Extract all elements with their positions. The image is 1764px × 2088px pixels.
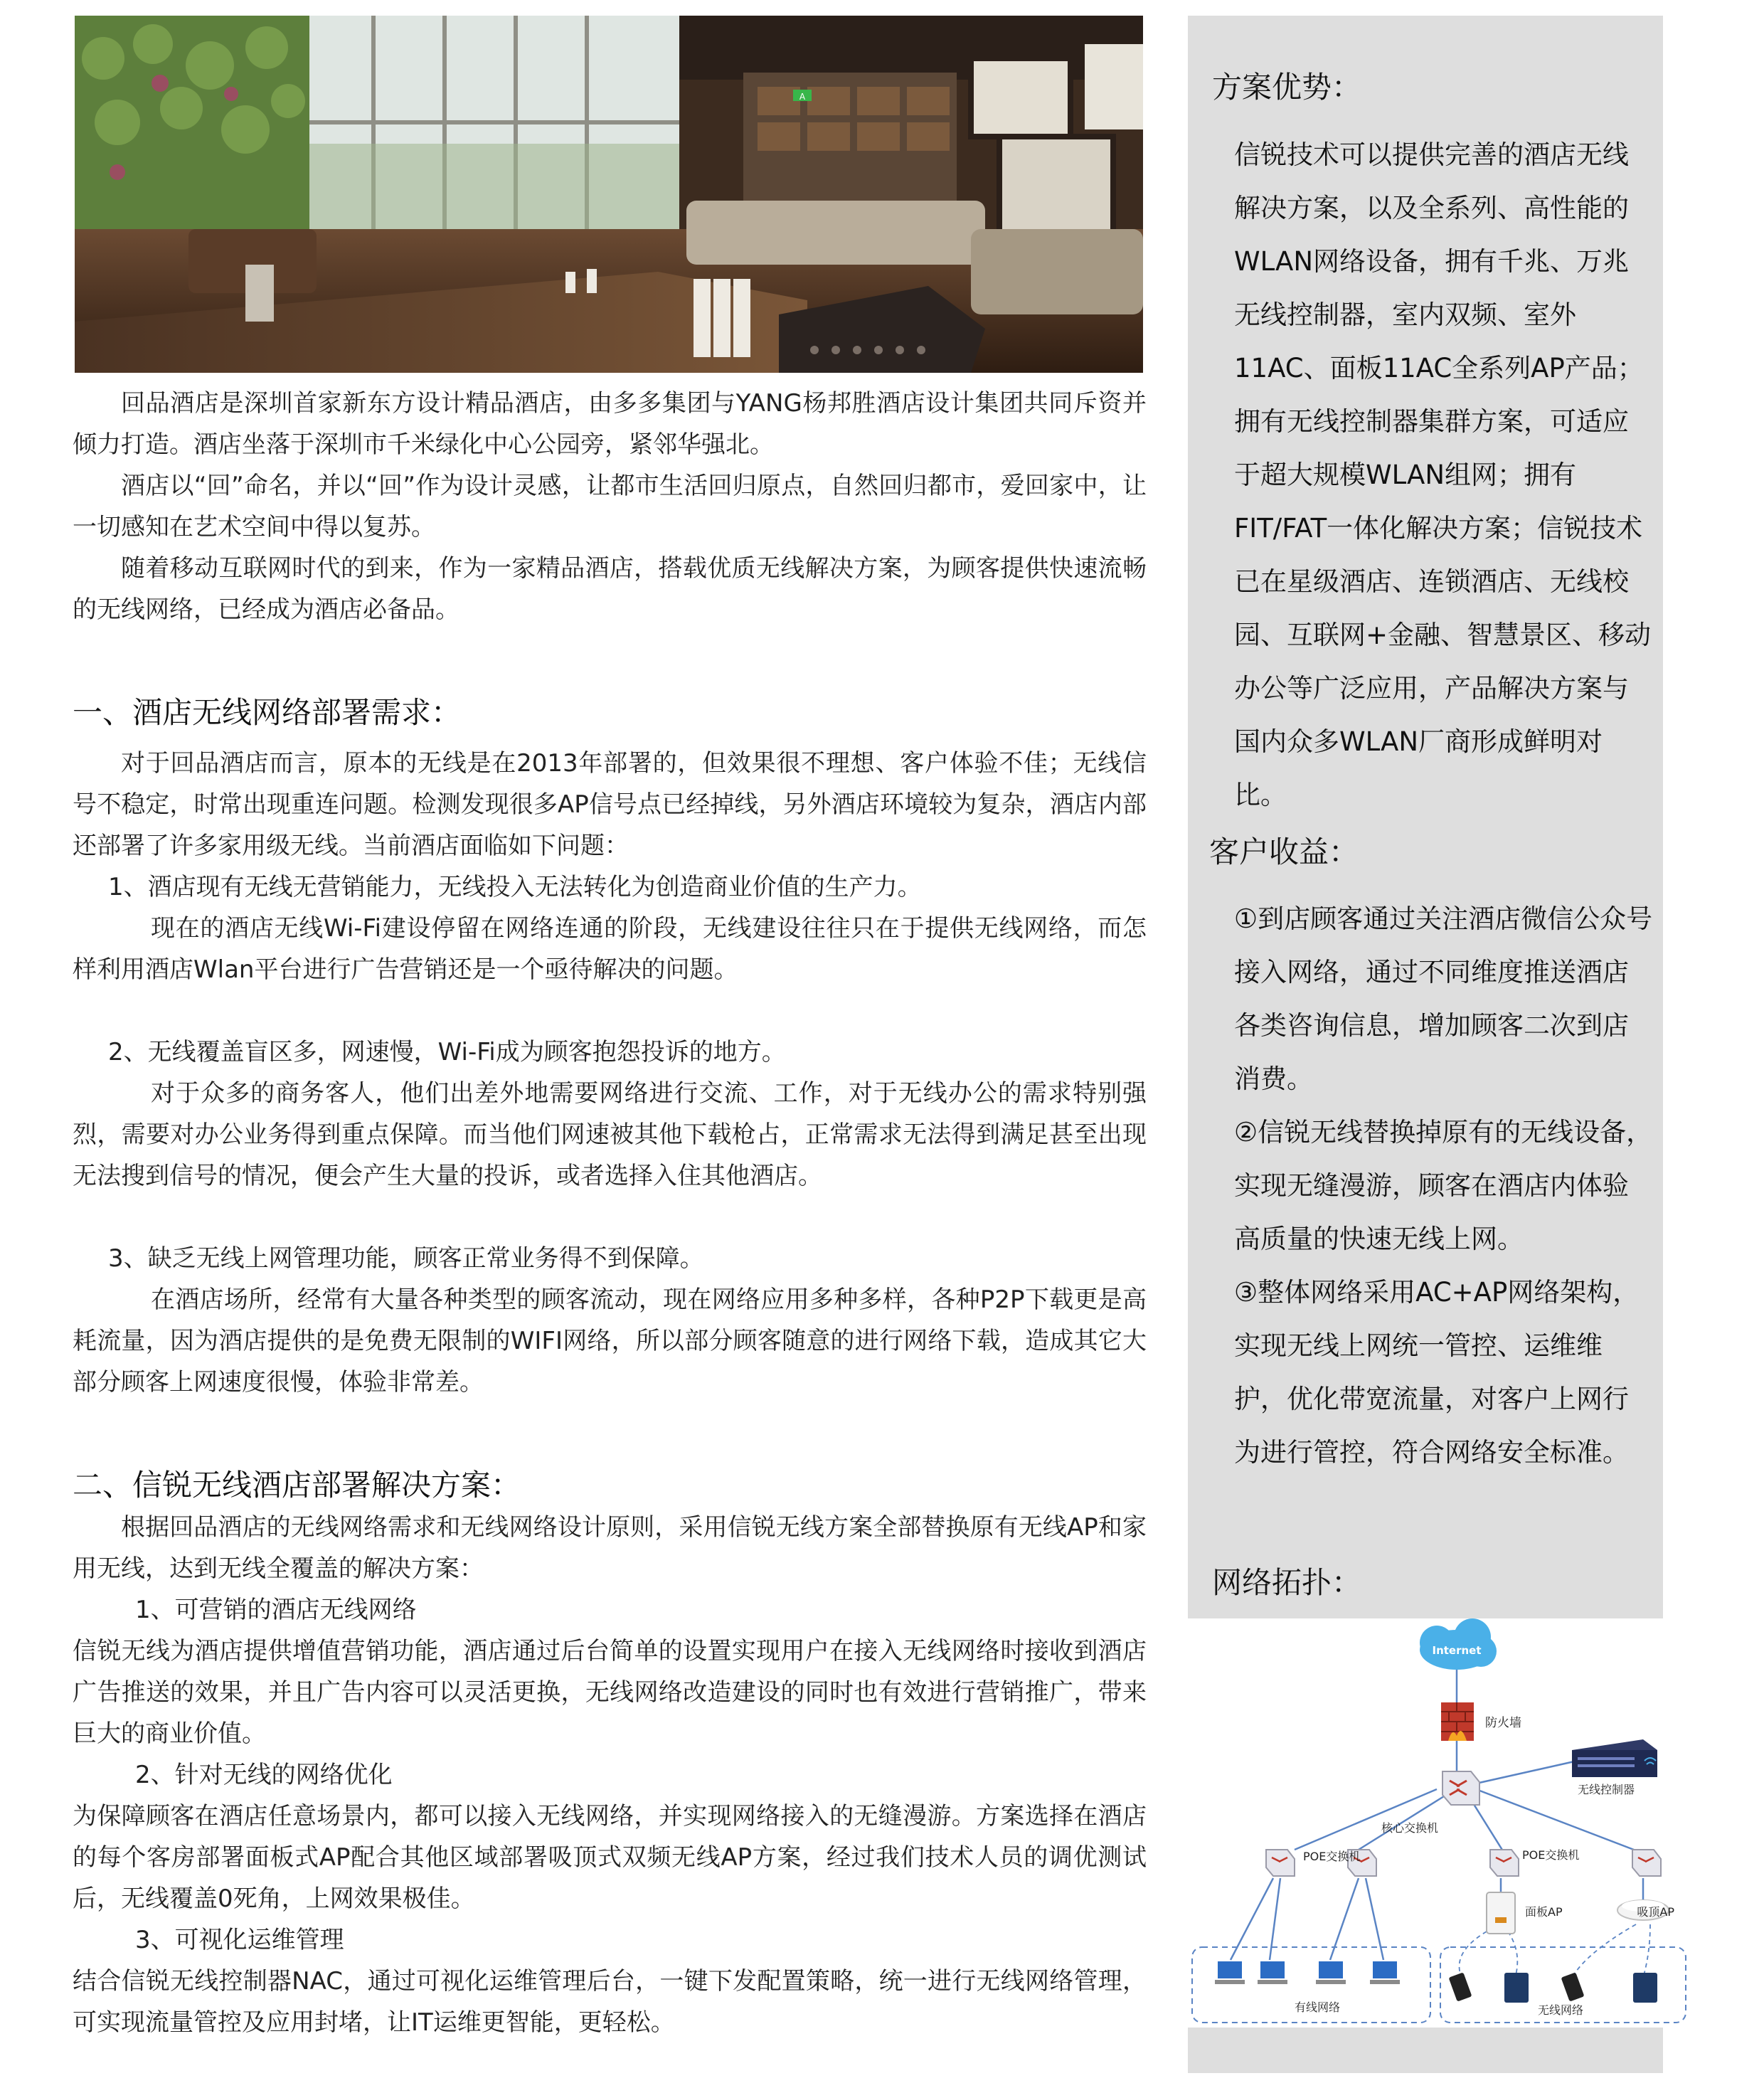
panel-ap-label: 面板AP — [1525, 1905, 1563, 1919]
poe-switch-right2-icon — [1632, 1850, 1661, 1876]
exit-sign-text: A — [799, 92, 806, 102]
benefit-item-2: ②信锐无线替换掉原有的无线设备，实现无缝漫游，顾客在酒店内体验高质量的快速无线上网。 — [1234, 1117, 1653, 1254]
section1-item2-body: 对于众多的商务客人，他们出差外地需要网络进行交流、工作，对于无线办公的需求特别强烈，需要对办公业务得到重点保障。而当他们网速被其他下载枪占，正常需求无法得到满足甚至出现无法搜到信号的情况，便会产生大量的投诉，或者选择入住其他酒店。 — [73, 1079, 1147, 1190]
section1-title: 一、酒店无线网络部署需求： — [73, 695, 462, 730]
advantage-title: 方案优势： — [1212, 70, 1362, 105]
wired-network-label: 有线网络 — [1295, 2000, 1341, 2014]
section2-item1-title: 1、可营销的酒店无线网络 — [135, 1596, 417, 1624]
firewall-icon — [1441, 1702, 1474, 1741]
wireless-controller-icon — [1572, 1739, 1657, 1777]
intro-paragraph-3: 随着移动互联网时代的到来，作为一家精品酒店，搭载优质无线解决方案，为顾客提供快速流畅的无线网络，已经成为酒店必备品。 — [73, 554, 1147, 624]
benefit-title: 客户收益： — [1209, 834, 1359, 869]
poe-right-label: POE交换机 — [1522, 1848, 1580, 1862]
wired-pc-icon — [1370, 1961, 1400, 1984]
section1-item1-body: 现在的酒店无线Wi-Fi建设停留在网络连通的阶段，无线建设往往只在于提供无线网络，而怎样利用酒店Wlan平台进行广告营销还是一个亟待解决的问题。 — [73, 914, 1147, 984]
wireless-phone-icon — [1449, 1972, 1472, 2001]
section2-item2-title: 2、针对无线的网络优化 — [135, 1761, 393, 1789]
main-article — [73, 383, 1147, 2043]
topology-title: 网络拓扑： — [1212, 1565, 1362, 1600]
panel-ap-icon — [1487, 1892, 1515, 1934]
wireless-tablet-icon — [1504, 1973, 1529, 2003]
section2-intro: 根据回品酒店的无线网络需求和无线网络设计原则，采用信锐无线方案全部替换原有无线AP和家用无线，达到无线全覆盖的解决方案： — [73, 1513, 1147, 1583]
advantage-text: 信锐技术可以提供完善的酒店无线解决方案，以及全系列、高性能的WLAN网络设备，拥有千兆、万兆无线控制器，室内双频、室外11AC、面板11AC全系列AP产品；拥有无线控制器集群方案，可适应于超大规模WLAN组网；拥有FIT/FAT一体化解决方案；信锐技术已在星级酒店、连锁酒店、无线校园、互联网+金融、智慧景区、移动办公等广泛应用，产品解决方案与国内众多WLAN厂商形成鲜明对比。 — [1234, 139, 1652, 810]
controller-label: 无线控制器 — [1578, 1783, 1635, 1796]
firewall-label: 防火墙 — [1485, 1716, 1521, 1730]
wireless-tablet-icon — [1633, 1973, 1657, 2003]
intro-paragraph-1: 回品酒店是深圳首家新东方设计精品酒店，由多多集团与YANG杨邦胜酒店设计集团共同斥资并倾力打造。酒店坐落于深圳市千米绿化中心公园旁，紧邻华强北。 — [73, 389, 1147, 459]
intro-paragraph-2: 酒店以“回”命名，并以“回”作为设计灵感，让都市生活回归原点，自然回归都市，爱回家中，让一切感知在艺术空间中得以复苏。 — [73, 472, 1147, 541]
section2-item3-body: 结合信锐无线控制器NAC，通过可视化运维管理后台，一键下发配置策略，统一进行无线网络管理，可实现流量管控及应用封堵，让IT运维更智能，更轻松。 — [73, 1967, 1147, 2037]
ceiling-ap-label: 吸顶AP — [1637, 1905, 1674, 1919]
wireless-network-label: 无线网络 — [1538, 2003, 1584, 2017]
wired-pc-icon — [1215, 1961, 1245, 1984]
topology-svg — [1188, 1618, 1690, 2028]
poe-left-label: POE交换机 — [1303, 1850, 1361, 1863]
section1-item3-title: 3、缺乏无线上网管理功能，顾客正常业务得不到保障。 — [108, 1244, 704, 1273]
poe-switch-right-icon — [1490, 1850, 1519, 1876]
poe-switch-left-icon — [1266, 1850, 1295, 1876]
benefit-item-3: ③整体网络采用AC+AP网络架构，实现无线上网统一管控、运维维护，优化带宽流量，对客户上网行为进行管控，符合网络安全标准。 — [1234, 1277, 1640, 1468]
section2-item2-body: 为保障顾客在酒店任意场景内，都可以接入无线网络，并实现网络接入的无缝漫游。方案选择在酒店的每个客房部署面板式AP配合其他区域部署吸顶式双频无线AP方案，经过我们技术人员的调优测试后，无线覆盖0死角，上网效果极佳。 — [73, 1802, 1147, 1913]
benefit-list — [1234, 892, 1654, 1479]
section2-item3-title: 3、可视化运维管理 — [135, 1926, 344, 1954]
benefit-item-1: ①到店顾客通过关注酒店微信公众号接入网络，通过不同维度推送酒店各类咨询信息，增加顾客二次到店消费。 — [1234, 903, 1653, 1094]
hotel-lobby-illustration — [75, 16, 1143, 373]
advantage-body — [1234, 128, 1654, 822]
core-switch-icon — [1442, 1771, 1479, 1805]
section1-intro: 对于回品酒店而言，原本的无线是在2013年部署的，但效果很不理想、客户体验不佳；无线信号不稳定，时常出现重连问题。检测发现很多AP信号点已经掉线，另外酒店环境较为复杂，酒店内部还部署了许多家用级无线。当前酒店面临如下问题： — [73, 749, 1147, 860]
section2-title: 二、信锐无线酒店部署解决方案： — [73, 1468, 521, 1503]
section1-item2-title: 2、无线覆盖盲区多，网速慢，Wi-Fi成为顾客抱怨投诉的地方。 — [108, 1038, 786, 1066]
wired-pc-icon — [1258, 1961, 1287, 1984]
network-topology-diagram — [1188, 1618, 1690, 2028]
section1-item1-title: 1、酒店现有无线无营销能力，无线投入无法转化为创造商业价值的生产力。 — [108, 873, 922, 901]
section1-item3-body: 在酒店场所，经常有大量各种类型的顾客流动，现在网络应用多种多样，各种P2P下载更是高耗流量，因为酒店提供的是免费无限制的WIFI网络，所以部分顾客随意的进行网络下载，造成其它大部分顾客上网速度很慢，体验非常差。 — [73, 1286, 1147, 1397]
hotel-lobby-photo — [75, 16, 1143, 373]
wireless-phone-icon — [1561, 1972, 1585, 2001]
internet-label: Internet — [1432, 1644, 1482, 1657]
section2-item1-body: 信锐无线为酒店提供增值营销功能，酒店通过后台简单的设置实现用户在接入无线网络时接收到酒店广告推送的效果，并且广告内容可以灵活更换，无线网络改造建设的同时也有效进行营销推广，带来巨大的商业价值。 — [73, 1637, 1147, 1748]
wired-pc-icon — [1316, 1961, 1346, 1984]
core-switch-label: 核心交换机 — [1381, 1821, 1439, 1835]
